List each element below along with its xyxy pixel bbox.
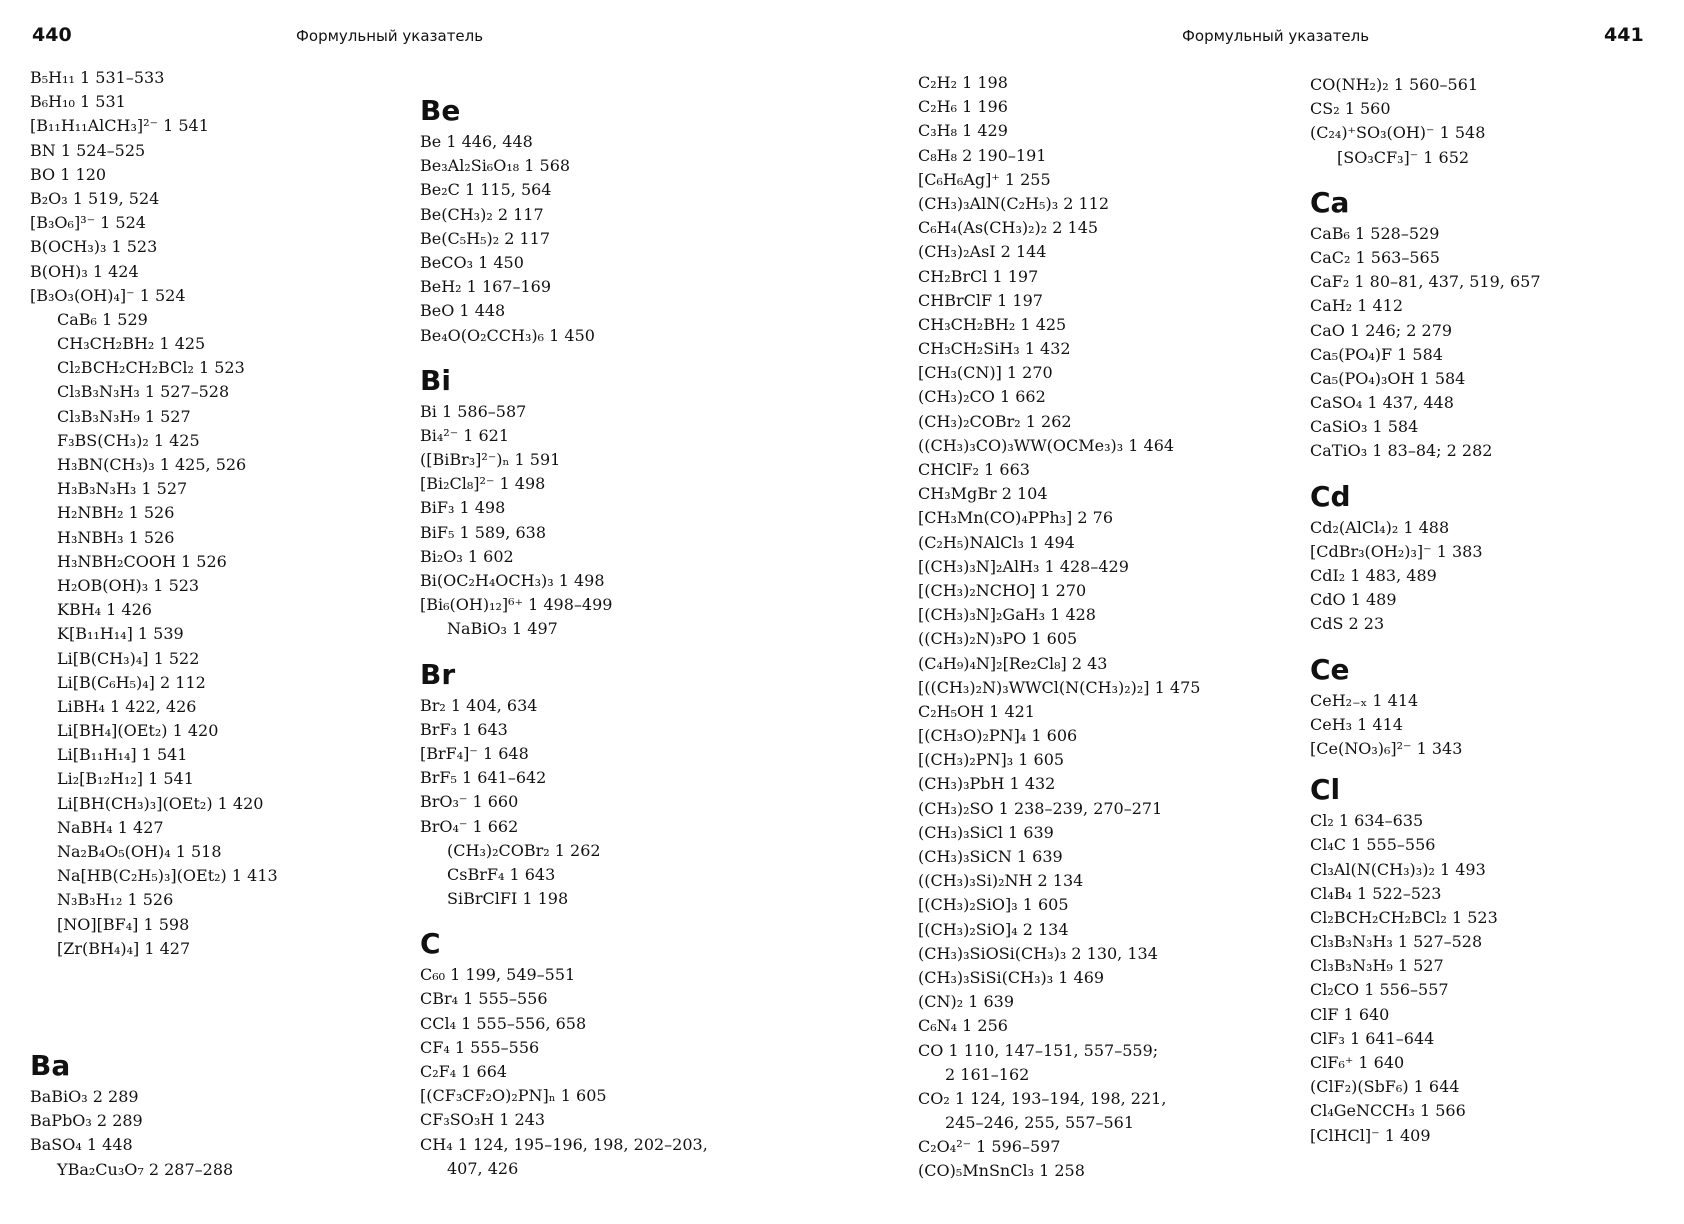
index-entry: Li[B(C₆H₅)₄] 2 112	[57, 672, 206, 692]
index-entry: Be(CH₃)₂ 2 117	[420, 204, 544, 224]
index-entry: Br₂ 1 404, 634	[420, 695, 538, 715]
index-entry: Bi₄²⁻ 1 621	[420, 425, 510, 445]
index-entry-continuation: 407, 426	[447, 1158, 519, 1178]
index-entry: Cl₃B₃N₃H₃ 1 527–528	[57, 382, 230, 402]
section-heading: Be	[420, 94, 461, 127]
index-entry: Cl₄GeNCCH₃ 1 566	[1310, 1101, 1466, 1121]
index-entry: CaO 1 246; 2 279	[1310, 320, 1453, 340]
index-entry: CH₂BrCl 1 197	[918, 266, 1039, 286]
index-entry: (CH₃)₃SiSi(CH₃)₃ 1 469	[918, 967, 1105, 987]
index-entry: [(CH₃)₂PN]₃ 1 605	[918, 750, 1065, 770]
index-entry: Cl₂CO 1 556–557	[1310, 980, 1449, 1000]
index-entry: Bi₂O₃ 1 602	[420, 546, 514, 566]
index-entry: SiBrClFI 1 198	[447, 889, 569, 909]
index-entry: BrO₄⁻ 1 662	[420, 816, 519, 836]
index-entry: Li[BH₄](OEt₂) 1 420	[57, 721, 219, 741]
index-entry: Li₂[B₁₂H₁₂] 1 541	[57, 769, 194, 789]
index-entry: B₅H₁₁ 1 531–533	[30, 68, 165, 87]
index-entry: B₂O₃ 1 519, 524	[30, 188, 160, 208]
index-entry: BiF₃ 1 498	[420, 498, 506, 518]
index-entry: BeCO₃ 1 450	[420, 252, 524, 272]
index-entry: Cl₂BCH₂CH₂BCl₂ 1 523	[57, 358, 245, 378]
index-entry: KBH₄ 1 426	[57, 600, 152, 620]
section-heading: C	[420, 927, 441, 961]
section-heading: Br	[420, 657, 456, 691]
index-entry: [(CH₃)₃N]₂AlH₃ 1 428–429	[918, 556, 1129, 576]
index-entry: [B₁₁H₁₁AlCH₃]²⁻ 1 541	[30, 116, 209, 136]
index-entry: C₂O₄²⁻ 1 596–597	[918, 1137, 1061, 1157]
index-entry: NaBiO₃ 1 497	[447, 619, 558, 639]
spacer	[1310, 637, 1541, 651]
index-entry: Bi 1 586–587	[420, 401, 527, 421]
index-entry: (CH₃)₃SiOSi(CH₃)₃ 2 130, 134	[918, 943, 1158, 963]
section-heading: Bi	[420, 363, 451, 397]
spacer	[420, 348, 708, 362]
index-entry: [SO₃CF₃]⁻ 1 652	[1337, 147, 1470, 167]
spacer	[420, 911, 708, 925]
index-entry: (CO)₅MnSnCl₃ 1 258	[918, 1161, 1085, 1181]
index-entry: H₃NBH₂COOH 1 526	[57, 551, 227, 571]
index-entry: Cl₃B₃N₃H₉ 1 527	[57, 406, 191, 426]
running-head: Формульный указатель	[296, 27, 484, 45]
index-entry: [B₃O₃(OH)₄]⁻ 1 524	[30, 285, 186, 305]
index-entry: Cl₃B₃N₃H₉ 1 527	[1310, 956, 1444, 976]
index-entry-continuation: 2 161–162	[945, 1064, 1030, 1084]
index-column	[420, 92, 708, 1181]
section-heading: Cl	[1310, 773, 1341, 807]
index-entry: CO(NH₂)₂ 1 560–561	[1310, 75, 1479, 94]
index-entry: Li[B(CH₃)₄] 1 522	[57, 648, 200, 668]
index-entry: Na₂B₄O₅(OH)₄ 1 518	[57, 842, 222, 861]
index-entry: Cd₂(AlCl₄)₂ 1 488	[1310, 517, 1450, 537]
index-entry: CH₄ 1 124, 195–196, 198, 202–203,	[420, 1134, 708, 1154]
index-entry: Ca₅(PO₄)₃OH 1 584	[1310, 368, 1466, 388]
page-number: 440	[32, 24, 72, 46]
index-entry: CeH₂₋ₓ 1 414	[1310, 690, 1419, 710]
index-entry: YBa₂Cu₃O₇ 2 287–288	[57, 1159, 234, 1179]
index-entry: CO₂ 1 124, 193–194, 198, 221,	[918, 1088, 1167, 1108]
index-entry: Be₃Al₂Si₆O₁₈ 1 568	[420, 156, 571, 176]
index-entry: (CH₃)₃SiCN 1 639	[918, 847, 1063, 866]
index-entry: CaH₂ 1 412	[1310, 296, 1404, 316]
index-entry: BeO 1 448	[420, 301, 506, 321]
index-entry: ((CH₃)₂N)₃PO 1 605	[918, 629, 1078, 649]
index-entry: CeH₃ 1 414	[1310, 714, 1403, 734]
index-entry: BrO₃⁻ 1 660	[420, 792, 519, 812]
index-entry: Cl₃B₃N₃H₃ 1 527–528	[1310, 932, 1483, 952]
running-head: Формульный указатель	[1182, 27, 1370, 45]
spacer	[420, 642, 708, 656]
index-entry: CH₃CH₂BH₂ 1 425	[918, 314, 1067, 334]
index-entry: [Zr(BH₄)₄] 1 427	[57, 938, 191, 958]
page-number: 441	[1604, 24, 1644, 46]
index-entry: CHBrClF 1 197	[918, 290, 1043, 310]
index-entry: C₆H₄(As(CH₃)₂)₂ 2 145	[918, 218, 1099, 238]
index-entry: [NO][BF₄] 1 598	[57, 914, 190, 934]
index-entry: N₃B₃H₁₂ 1 526	[57, 890, 174, 910]
index-entry: C₂F₄ 1 664	[420, 1062, 508, 1081]
spacer	[1310, 761, 1541, 771]
index-entry: (CH₃)₂AsI 2 144	[918, 242, 1047, 262]
index-entry: BaBiO₃ 2 289	[30, 1086, 139, 1106]
index-entry: CaF₂ 1 80–81, 437, 519, 657	[1310, 272, 1541, 292]
index-entry: CHClF₂ 1 663	[918, 460, 1030, 479]
index-entry: (CH₃)₂COBr₂ 1 262	[918, 411, 1072, 431]
index-entry: (CH₃)₃SiCl 1 639	[918, 822, 1054, 842]
index-entry: [Bi₆(OH)₁₂]⁶⁺ 1 498–499	[420, 595, 613, 615]
index-entry: [CdBr₃(OH₂)₃]⁻ 1 383	[1310, 541, 1483, 561]
index-entry: CH₃CH₂SiH₃ 1 432	[918, 339, 1071, 359]
index-entry: C₂H₆ 1 196	[918, 97, 1008, 117]
index-entry: (CN)₂ 1 639	[918, 992, 1015, 1012]
index-entry: BeH₂ 1 167–169	[420, 277, 552, 297]
index-entry: ClF₃ 1 641–644	[1310, 1028, 1435, 1048]
index-entry: CaB₆ 1 529	[57, 309, 148, 329]
index-column	[1310, 73, 1541, 1148]
index-entry: CaSO₄ 1 437, 448	[1310, 393, 1454, 413]
index-entry: BaPbO₃ 2 289	[30, 1111, 143, 1131]
index-entry: Cl₄C 1 555–556	[1310, 835, 1436, 855]
index-entry: (CH₃)₃PbH 1 432	[918, 774, 1056, 794]
index-entry: [(CH₃)₂SiO]₃ 1 605	[918, 895, 1069, 915]
index-entry: K[B₁₁H₁₄] 1 539	[57, 624, 184, 644]
index-entry: BiF₅ 1 589, 638	[420, 522, 546, 542]
index-entry: CaB₆ 1 528–529	[1310, 223, 1440, 243]
index-entry: [C₆H₆Ag]⁺ 1 255	[918, 169, 1051, 189]
index-entry: BrF₃ 1 643	[420, 719, 508, 739]
index-entry: BaSO₄ 1 448	[30, 1135, 133, 1155]
spacer	[1310, 170, 1541, 184]
index-entry: [Bi₂Cl₈]²⁻ 1 498	[420, 474, 546, 494]
index-entry: [(CH₃)₂SiO]₄ 2 134	[918, 919, 1069, 939]
index-entry: Ca₅(PO₄)F 1 584	[1310, 344, 1443, 364]
index-entry: Be₂C 1 115, 564	[420, 180, 552, 200]
index-entry: BN 1 524–525	[30, 140, 146, 160]
index-entry: C₆₀ 1 199, 549–551	[420, 965, 576, 985]
index-entry: ([BiBr₃]²⁻)ₙ 1 591	[420, 450, 561, 470]
index-entry: B(OCH₃)₃ 1 523	[30, 237, 158, 257]
section-heading: Ca	[1310, 185, 1350, 219]
index-entry: H₃NBH₃ 1 526	[57, 527, 175, 547]
index-entry: CF₄ 1 555–556	[420, 1037, 540, 1057]
index-entry: [B₃O₆]³⁻ 1 524	[30, 213, 146, 233]
index-entry: Cl₂BCH₂CH₂BCl₂ 1 523	[1310, 907, 1498, 927]
index-entry: CdO 1 489	[1310, 590, 1397, 610]
index-entry-continuation: 245–246, 255, 557–561	[945, 1113, 1135, 1133]
index-entry: (C₂₄)⁺SO₃(OH)⁻ 1 548	[1310, 123, 1486, 143]
index-column	[30, 66, 278, 1182]
index-entry: CCl₄ 1 555–556, 658	[420, 1013, 587, 1033]
index-entry: Cl₄B₄ 1 522–523	[1310, 883, 1442, 903]
spacer	[1310, 464, 1541, 478]
section-heading: Cd	[1310, 479, 1351, 513]
index-entry: BrF₅ 1 641–642	[420, 768, 547, 788]
index-entry: C₈H₈ 2 190–191	[918, 145, 1047, 165]
index-entry: [ClHCl]⁻ 1 409	[1310, 1125, 1431, 1145]
index-entry: CBr₄ 1 555–556	[420, 989, 548, 1009]
index-entry: [(CF₃CF₂O)₂PN]ₙ 1 605	[420, 1086, 607, 1106]
index-entry: B(OH)₃ 1 424	[30, 261, 139, 281]
index-entry: C₂H₅OH 1 421	[918, 701, 1035, 721]
index-entry: Cl₂ 1 634–635	[1310, 811, 1424, 831]
section-heading: Ba	[30, 1048, 71, 1082]
index-entry: Be(C₅H₅)₂ 2 117	[420, 228, 551, 248]
index-entry: Bi(OC₂H₄OCH₃)₃ 1 498	[420, 571, 605, 590]
index-entry: (ClF₂)(SbF₆) 1 644	[1310, 1077, 1460, 1097]
index-entry: Na[HB(C₂H₅)₃](OEt₂) 1 413	[57, 866, 278, 886]
index-entry: ((CH₃)₃CO)₃WW(OCMe₃)₃ 1 464	[918, 435, 1175, 455]
spacer	[30, 961, 278, 1047]
index-entry: ClF 1 640	[1310, 1004, 1390, 1024]
section-heading: Ce	[1310, 652, 1350, 686]
index-entry: CH₃CH₂BH₂ 1 425	[57, 334, 206, 354]
index-entry: H₃B₃N₃H₃ 1 527	[57, 479, 188, 499]
index-entry: (CH₃)₂CO 1 662	[918, 387, 1046, 407]
index-entry: CH₃MgBr 2 104	[918, 484, 1048, 504]
index-entry: [CH₃(CN)] 1 270	[918, 363, 1053, 383]
index-entry: (C₄H₉)₄N]₂[Re₂Cl₈] 2 43	[918, 653, 1108, 673]
index-entry: (CH₃)₂COBr₂ 1 262	[447, 840, 601, 860]
index-entry: CsBrF₄ 1 643	[447, 864, 556, 884]
index-entry: [(CH₃)₃N]₂GaH₃ 1 428	[918, 605, 1096, 625]
index-entry: ClF₆⁺ 1 640	[1310, 1053, 1405, 1072]
index-entry: CaC₂ 1 563–565	[1310, 247, 1440, 267]
index-entry: [CH₃Mn(CO)₄PPh₃] 2 76	[918, 508, 1113, 528]
index-entry: [BrF₄]⁻ 1 648	[420, 743, 529, 763]
index-entry: (CH₃)₃AlN(C₂H₅)₃ 2 112	[918, 193, 1109, 213]
index-entry: ((CH₃)₃Si)₂NH 2 134	[918, 871, 1084, 891]
index-entry: CS₂ 1 560	[1310, 99, 1391, 119]
index-entry: Li[BH(CH₃)₃](OEt₂) 1 420	[57, 793, 264, 813]
index-entry: (C₂H₅)NAlCl₃ 1 494	[918, 532, 1075, 552]
index-entry: [Ce(NO₃)₆]²⁻ 1 343	[1310, 738, 1463, 758]
right-page	[842, 0, 1684, 1224]
index-entry: NaBH₄ 1 427	[57, 817, 164, 837]
index-entry: Be₄O(O₂CCH₃)₆ 1 450	[420, 325, 595, 345]
index-entry: H₂NBH₂ 1 526	[57, 503, 175, 523]
index-entry: CaSiO₃ 1 584	[1310, 417, 1419, 437]
index-entry: H₃BN(CH₃)₃ 1 425, 526	[57, 455, 247, 474]
index-entry: CaTiO₃ 1 83–84; 2 282	[1310, 441, 1493, 461]
index-entry: CdS 2 23	[1310, 614, 1385, 634]
index-entry: CdI₂ 1 483, 489	[1310, 566, 1437, 585]
index-entry: CO 1 110, 147–151, 557–559;	[918, 1040, 1159, 1060]
index-entry: C₃H₈ 1 429	[918, 121, 1008, 141]
index-entry: F₃BS(CH₃)₂ 1 425	[57, 430, 200, 450]
index-entry: C₆N₄ 1 256	[918, 1016, 1008, 1036]
index-entry: BO 1 120	[30, 164, 107, 184]
index-entry: [((CH₃)₂N)₃WWCl(N(CH₃)₂)₂] 1 475	[918, 677, 1201, 697]
index-entry: [(CH₃O)₂PN]₄ 1 606	[918, 726, 1078, 746]
index-entry: Li[B₁₁H₁₄] 1 541	[57, 745, 188, 765]
index-entry: CF₃SO₃H 1 243	[420, 1110, 546, 1130]
index-entry: LiBH₄ 1 422, 426	[57, 696, 197, 716]
index-entry: Cl₃Al(N(CH₃)₃)₂ 1 493	[1310, 859, 1486, 879]
index-entry: B₆H₁₀ 1 531	[30, 92, 126, 112]
index-entry: (CH₃)₂SO 1 238–239, 270–271	[918, 798, 1163, 818]
index-entry: Be 1 446, 448	[420, 132, 533, 151]
index-entry: [(CH₃)₂NCHO] 1 270	[918, 580, 1087, 600]
index-entry: C₂H₂ 1 198	[918, 73, 1008, 92]
index-column	[918, 71, 1200, 1184]
index-entry: H₂OB(OH)₃ 1 523	[57, 575, 200, 595]
